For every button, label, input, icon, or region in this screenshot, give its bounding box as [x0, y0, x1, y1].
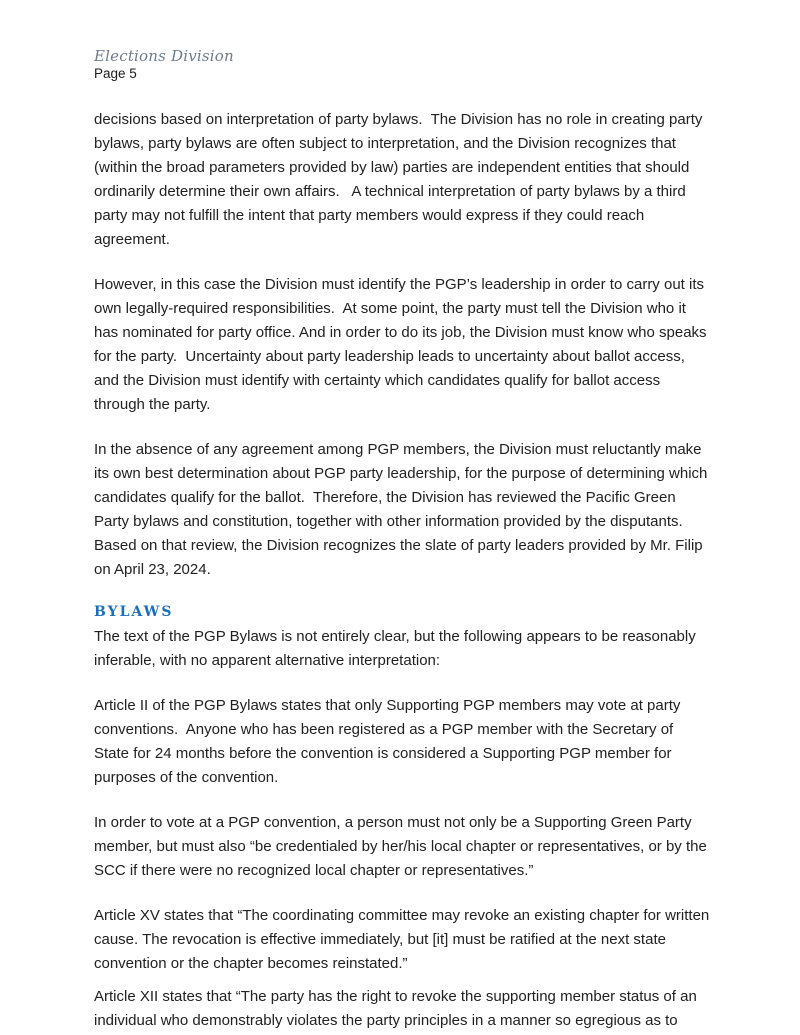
paragraph-article-xv: Article XV states that “The coordinating committee may revoke an existing chapter for written cause. The revocation is effective immediately, but [it] must be ratified at the next state convention or the chapter becomes reinstated.”: [94, 907, 714, 972]
paragraph-absence-of-agreement: In the absence of any agreement among PGP members, the Division must reluctantly make its own best determination about PGP party leadership, for the purpose of determining which candidates qualify for the ballot. Therefore, the Division has reviewed the Pacific Green Party bylaws and constitution, together with other information provided by the disputants. Based on that review, the Division recognizes the slate of party leaders provided by Mr. Filip on April 23, 2024.: [94, 441, 712, 578]
paragraph-bylaws-intro: The text of the PGP Bylaws is not entirely clear, but the following appears to be reasonably inferable, with no apparent alternative interpretation:: [94, 628, 700, 669]
header-page-number: Page 5: [94, 66, 137, 81]
paragraph-article-ii: Article II of the PGP Bylaws states that only Supporting PGP members may vote at party conventions. Anyone who has been registered as a PGP member with the Secretary of State for 24 months before the convention is considered a Supporting PGP member for purposes of the convention.: [94, 697, 685, 786]
header-division: Elections Division: [94, 47, 234, 65]
paragraph-article-xii: Article XII states that “The party has the right to revoke the supporting member status of an individual who demonstrably violates the party principles in a manner so egregious as to: [94, 988, 701, 1029]
paragraph-however: However, in this case the Division must identify the PGP’s leadership in order to carry out its own legally-required responsibilities. At some point, the party must tell the Division who it has nominated for party office. And in order to do its job, the Division must know who speaks for the party. Uncertainty about party leadership leads to uncertainty about ballot access, and the Division must identify with certainty which candidates qualify for ballot access through the party.: [94, 276, 711, 413]
paragraph-continuation: decisions based on interpretation of party bylaws. The Division has no role in creating party bylaws, party bylaws are often subject to interpretation, and the Division recognizes that (within the broad parameters provided by law) parties are independent entities that should ordinarily determine their own affairs. A technical interpretation of party bylaws by a third party may not fulfill the intent that party members would express if they could reach agreement.: [94, 111, 707, 248]
section-heading-bylaws: BYLAWS: [94, 604, 174, 620]
document-body: [94, 108, 712, 1033]
paragraph-voting-credentials: In order to vote at a PGP convention, a person must not only be a Supporting Green Party member, but must also “be credentialed by her/his local chapter or representatives, or by the SCC if there were no recognized local chapter or representatives.”: [94, 814, 711, 879]
page-header: [94, 48, 712, 82]
